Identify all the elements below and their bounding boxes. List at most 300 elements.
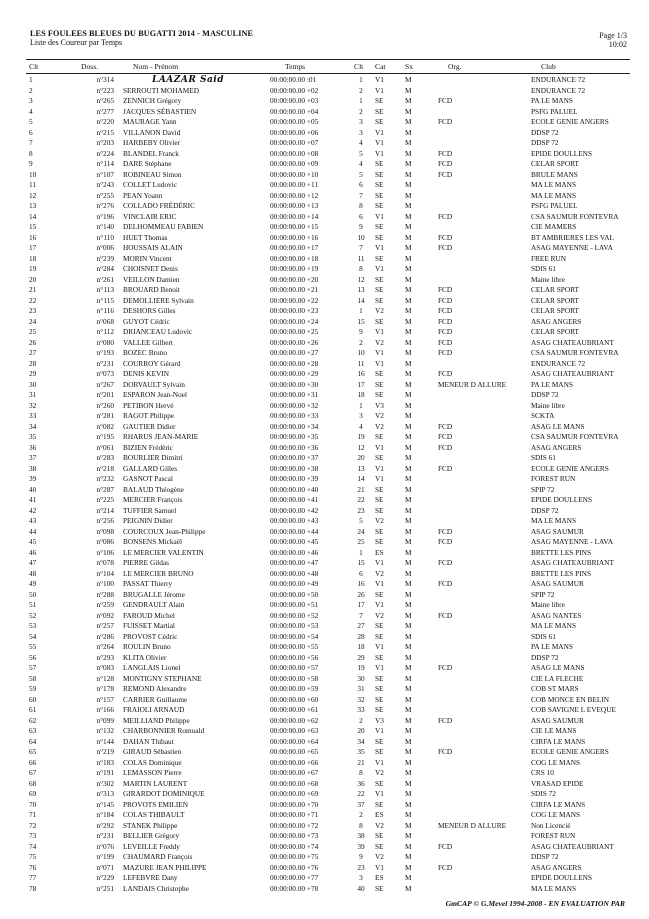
cat-cell: ES (375, 873, 384, 882)
time-cell: 00:00:00.00 +30 (270, 379, 319, 389)
bib-cell: n°284 (96, 264, 114, 273)
page-info (599, 31, 627, 49)
club-cell: CELAR SPORT (531, 159, 580, 168)
name-cell: DELHOMMEAU FABIEN (123, 222, 204, 231)
name-cell: PETIBON Hervé (123, 400, 174, 410)
table-row (0, 138, 649, 149)
name-cell: MARTIN LAURENT (123, 778, 188, 788)
org-cell: FCD (438, 558, 453, 567)
cat-rank-cell: 6 (359, 568, 363, 578)
cat-cell: V2 (375, 337, 384, 347)
org-cell: FCD (438, 337, 453, 347)
bib-cell: n°313 (96, 789, 114, 798)
table-row (0, 873, 649, 884)
name-cell: PASSAT Thierry (123, 579, 173, 588)
cat-rank-cell: 36 (357, 778, 365, 788)
name-cell: CARRIER Guillaume (123, 694, 188, 704)
sex-cell: M (405, 379, 412, 389)
club-cell: CELAR SPORT (531, 285, 580, 294)
name-cell: COLAS Dominique (123, 757, 182, 767)
rank-cell: 4 (29, 106, 33, 116)
bib-cell: n°224 (96, 148, 114, 158)
org-cell: FCD (438, 348, 453, 357)
club-cell: CSA SAUMUR FONTEVRA (531, 432, 619, 441)
bib-cell: n°283 (96, 453, 114, 462)
bib-cell: n°145 (96, 799, 114, 809)
rank-cell: 50 (29, 589, 37, 599)
bib-cell: n°231 (96, 358, 114, 368)
time-cell: 00:00:00.00 +21 (270, 285, 319, 294)
name-cell: CHARBONNIER Romuald (123, 726, 205, 735)
name-cell: GUYOT Cédric (123, 316, 170, 326)
table-row (0, 506, 649, 517)
cat-rank-cell: 11 (357, 358, 365, 368)
cat-rank-cell: 31 (357, 684, 365, 693)
sex-cell: M (405, 831, 412, 840)
club-cell: ASAG NANTES (531, 610, 582, 620)
name-cell: COLLADO FRÉDÉRIC (123, 201, 195, 210)
table-row (0, 401, 649, 412)
time-cell: 00:00:00.00 +61 (270, 705, 319, 714)
org-cell: FCD (438, 159, 453, 168)
cat-cell: SE (375, 253, 384, 263)
club-cell: ECOLE GENIE ANGERS (531, 747, 609, 756)
name-cell: MAURAGE Yann (123, 117, 177, 126)
org-cell: FCD (438, 610, 453, 620)
sex-cell: M (405, 463, 412, 473)
cat-cell: SE (375, 537, 384, 546)
table-row (0, 789, 649, 800)
time-cell: 00:00:00.00 +40 (270, 484, 319, 494)
table-row (0, 180, 649, 191)
club-cell: DDSP 72 (531, 127, 559, 137)
time-cell: 00:00:00.00 +47 (270, 558, 319, 567)
rank-cell: 47 (29, 558, 37, 567)
name-cell: PROVOST Cédric (123, 631, 178, 641)
time-cell: 00:00:00.00 +12 (270, 190, 319, 200)
cat-cell: V2 (375, 421, 384, 431)
sex-cell: M (405, 883, 412, 893)
sex-cell: M (405, 768, 412, 777)
time-cell: 00:00:00.00 +34 (270, 421, 319, 431)
cat-cell: V1 (375, 75, 384, 84)
bib-cell: n°068 (96, 316, 114, 326)
results-table (0, 75, 649, 894)
club-cell: COB ST MARS (531, 684, 579, 693)
cat-rank-cell: 8 (359, 264, 363, 273)
name-cell: LE MERCIER VALENTIN (123, 547, 204, 557)
org-cell: FCD (438, 243, 453, 252)
cat-rank-cell: 9 (359, 852, 363, 861)
table-row (0, 569, 649, 580)
table-row (0, 212, 649, 223)
org-cell: MENEUR D ALLURE (438, 820, 507, 830)
rank-cell: 34 (29, 421, 37, 431)
name-cell: BALAUD Théogène (123, 484, 184, 494)
cat-cell: SE (375, 747, 384, 756)
table-row (0, 390, 649, 401)
club-cell: EPIDE DOULLENS (531, 495, 593, 504)
rank-cell: 75 (29, 852, 37, 861)
table-row (0, 443, 649, 454)
sex-cell: M (405, 232, 412, 242)
time-cell: 00:00:00.00 +76 (270, 862, 319, 872)
bib-cell: n°261 (96, 274, 114, 284)
club-cell: SDIS 61 (531, 631, 556, 641)
bib-cell: n°078 (96, 558, 114, 567)
bib-cell: n°201 (96, 390, 114, 399)
cat-rank-cell: 2 (359, 810, 363, 819)
name-cell: GIRARDOT DOMINIQUE (123, 789, 205, 798)
cat-rank-cell: 4 (359, 421, 363, 431)
table-row (0, 737, 649, 748)
sex-cell: M (405, 642, 412, 651)
sex-cell: M (405, 789, 412, 798)
table-row (0, 285, 649, 296)
sex-cell: M (405, 568, 412, 578)
club-cell: BRETTE LES PINS (531, 568, 591, 578)
club-cell: DDSP 72 (531, 138, 559, 147)
club-cell: BRETTE LES PINS (531, 547, 591, 557)
sex-cell: M (405, 180, 412, 189)
cat-cell: SE (375, 190, 384, 200)
time-cell: 00:00:00.00 +58 (270, 673, 319, 683)
rank-cell: 38 (29, 463, 37, 473)
time-cell: 00:00:00.00 +09 (270, 159, 319, 168)
cat-rank-cell: 6 (359, 211, 363, 221)
cat-cell: SE (375, 705, 384, 714)
sex-cell: M (405, 274, 412, 284)
table-row (0, 485, 649, 496)
bib-cell: n°257 (96, 621, 114, 630)
club-cell: CSA SAUMUR FONTEVRA (531, 348, 619, 357)
rank-cell: 74 (29, 841, 37, 851)
club-cell: DDSP 72 (531, 652, 559, 662)
sex-cell: M (405, 558, 412, 567)
cat-rank-cell: 2 (359, 715, 363, 725)
cat-cell: V2 (375, 306, 384, 315)
club-cell: ASAG MAYENNE - LAVA (531, 537, 613, 546)
name-cell: RAGOT Philippe (123, 411, 175, 420)
rank-cell: 18 (29, 253, 37, 263)
club-cell: CIE LE MANS (531, 726, 577, 735)
rank-cell: 45 (29, 537, 37, 546)
bib-cell: n°287 (96, 484, 114, 494)
name-cell: GAUTIER Didier (123, 421, 176, 431)
cat-rank-cell: 22 (357, 495, 365, 504)
rank-cell: 73 (29, 831, 37, 840)
time-cell: 00:00:00.00 +15 (270, 222, 319, 231)
col-name-header: Nom - Prénom (133, 62, 179, 71)
bib-cell: n°166 (96, 705, 114, 714)
table-row (0, 348, 649, 359)
cat-cell: V1 (375, 463, 384, 473)
time-cell: 00:00:00.00 +71 (270, 810, 319, 819)
bib-cell: n°218 (96, 463, 114, 473)
time-cell: 00:00:00.00 +27 (270, 348, 319, 357)
bib-cell: n°195 (96, 432, 114, 441)
org-cell: FCD (438, 432, 453, 441)
cat-cell: SE (375, 883, 384, 893)
time-cell: 00:00:00.00 +60 (270, 694, 319, 704)
bib-cell: n°082 (96, 421, 114, 431)
name-cell: ESPARON Jean-Noel (123, 390, 187, 399)
org-cell: FCD (438, 96, 453, 105)
club-cell: VRASAD EPIDE (531, 778, 584, 788)
org-cell: FCD (438, 306, 453, 315)
table-row (0, 380, 649, 391)
table-row (0, 107, 649, 118)
bib-cell: n°292 (96, 820, 114, 830)
bib-cell: n°114 (96, 159, 114, 168)
cat-cell: V1 (375, 726, 384, 735)
cat-rank-cell: 1 (359, 75, 363, 84)
col-org-header: Org. (448, 62, 462, 71)
org-cell: FCD (438, 862, 453, 872)
bib-cell: n°104 (96, 568, 114, 578)
org-cell: FCD (438, 841, 453, 851)
cat-cell: SE (375, 117, 384, 126)
bib-cell: n°255 (96, 190, 114, 200)
sex-cell: M (405, 222, 412, 231)
time-cell: 00:00:00.00 +39 (270, 474, 319, 483)
table-row (0, 716, 649, 727)
club-cell: ECOLE GENIE ANGERS (531, 117, 609, 126)
cat-rank-cell: 4 (359, 159, 363, 168)
cat-rank-cell: 16 (357, 369, 365, 378)
bib-cell: n°092 (96, 610, 114, 620)
name-cell: VEILLON Damien (123, 274, 180, 284)
column-header-row (0, 60, 649, 72)
table-row (0, 338, 649, 349)
name-cell: GALLARD Gilles (123, 463, 178, 473)
rank-cell: 69 (29, 789, 37, 798)
sex-cell: M (405, 579, 412, 588)
col-cat-header: Cat (375, 62, 386, 71)
name-cell: MAZURE JEAN PHILIPPE (123, 862, 207, 872)
time-cell: 00:00:00.00 +66 (270, 757, 319, 767)
bib-cell: n°260 (96, 400, 114, 410)
club-cell: PSFG PALUEL (531, 106, 578, 116)
club-cell: ENDURANCE 72 (531, 75, 586, 84)
cat-rank-cell: 9 (359, 327, 363, 336)
cat-rank-cell: 2 (359, 106, 363, 116)
time-cell: 00:00:00.00 +32 (270, 400, 319, 410)
cat-rank-cell: 20 (357, 726, 365, 735)
club-cell: SPIP 72 (531, 589, 555, 599)
bib-cell: n°293 (96, 652, 114, 662)
cat-cell: V1 (375, 862, 384, 872)
cat-cell: V2 (375, 820, 384, 830)
cat-rank-cell: 21 (357, 484, 365, 494)
cat-rank-cell: 13 (357, 285, 365, 294)
name-cell: SERROUTI MOHAMED (123, 85, 200, 95)
bib-cell: n°086 (96, 537, 114, 546)
club-cell: CIE LA FLECHE (531, 673, 584, 683)
rank-cell: 13 (29, 201, 37, 210)
name-cell: DEMOLLIERE Sylvain (123, 295, 194, 305)
sex-cell: M (405, 778, 412, 788)
sex-cell: M (405, 190, 412, 200)
document-title: LES FOULEES BLEUES DU BUGATTI 2014 - MASCULINE (30, 29, 254, 38)
cat-rank-cell: 3 (359, 873, 363, 882)
bib-cell: n°264 (96, 642, 114, 651)
cat-cell: V1 (375, 600, 384, 609)
time-cell: 00:00:00.00 +17 (270, 243, 319, 252)
sex-cell: M (405, 432, 412, 441)
rank-cell: 28 (29, 358, 37, 368)
col-club-header: Club (541, 62, 556, 71)
sex-cell: M (405, 169, 412, 179)
cat-cell: V1 (375, 127, 384, 137)
name-cell: DORVAULT Sylvain (123, 379, 185, 389)
table-row (0, 159, 649, 170)
cat-rank-cell: 25 (357, 537, 365, 546)
rank-cell: 56 (29, 652, 37, 662)
rank-cell: 26 (29, 337, 37, 347)
bib-cell: n°144 (96, 736, 114, 746)
time-cell: 00:00:00.00 +49 (270, 579, 319, 588)
sex-cell: M (405, 306, 412, 315)
table-row (0, 233, 649, 244)
rank-cell: 10 (29, 169, 37, 179)
cat-cell: SE (375, 621, 384, 630)
rank-cell: 8 (29, 148, 33, 158)
name-cell: COLAS THIBAULT (123, 810, 185, 819)
document-subtitle: Liste des Coureur par Temps (30, 38, 123, 47)
cat-cell: SE (375, 694, 384, 704)
name-cell: CHOISNET Denis (123, 264, 178, 273)
org-cell: FCD (438, 421, 453, 431)
cat-rank-cell: 5 (359, 516, 363, 525)
cat-rank-cell: 2 (359, 337, 363, 347)
table-row (0, 222, 649, 233)
cat-cell: SE (375, 652, 384, 662)
table-row (0, 243, 649, 254)
rank-cell: 7 (29, 138, 33, 147)
name-cell: MONTIGNY STEPHANE (123, 673, 202, 683)
club-cell: CIE MAMERS (531, 222, 577, 231)
rank-cell: 19 (29, 264, 37, 273)
time-cell: 00:00:00.00 +63 (270, 726, 319, 735)
bib-cell: n°113 (96, 285, 114, 294)
club-cell: COB MONCE EN BELIN (531, 694, 610, 704)
rank-cell: 71 (29, 810, 37, 819)
sex-cell: M (405, 243, 412, 252)
org-cell: FCD (438, 369, 453, 378)
sex-cell: M (405, 610, 412, 620)
time-cell: 00:00:00.00 +24 (270, 316, 319, 326)
rank-cell: 24 (29, 316, 37, 326)
bib-cell: n°006 (96, 243, 114, 252)
club-cell: SCKTA (531, 411, 555, 420)
cat-cell: SE (375, 106, 384, 116)
time-cell: 00:00:00.00 +75 (270, 852, 319, 861)
cat-rank-cell: 1 (359, 306, 363, 315)
cat-rank-cell: 17 (357, 600, 365, 609)
name-cell: PIERRE Gildas (123, 558, 170, 567)
sex-cell: M (405, 369, 412, 378)
table-row (0, 117, 649, 128)
rank-cell: 32 (29, 400, 37, 410)
cat-rank-cell: 16 (357, 579, 365, 588)
bib-cell: n°220 (96, 117, 114, 126)
name-cell: VILLANON David (123, 127, 181, 137)
table-row (0, 674, 649, 685)
sex-cell: M (405, 411, 412, 420)
org-cell: FCD (438, 285, 453, 294)
cat-rank-cell: 37 (357, 799, 365, 809)
bib-cell: n°184 (96, 810, 114, 819)
name-cell: LANGLAIS Lionel (123, 663, 181, 672)
club-cell: ASAG CHATEAUBRIANT (531, 369, 614, 378)
bib-cell: n°106 (96, 547, 114, 557)
rank-cell: 48 (29, 568, 37, 578)
rank-cell: 77 (29, 873, 37, 882)
time-cell: 00:00:00.00 +46 (270, 547, 319, 557)
time-cell: 00:00:00.00 +70 (270, 799, 319, 809)
club-cell: ASAG CHATEAUBRIANT (531, 337, 614, 347)
club-cell: SDIS 61 (531, 264, 556, 273)
bib-cell: n°193 (96, 348, 114, 357)
cat-rank-cell: 21 (357, 757, 365, 767)
sex-cell: M (405, 85, 412, 95)
rank-cell: 41 (29, 495, 37, 504)
club-cell: EPIDE DOULLENS (531, 148, 593, 158)
bib-cell: n°107 (96, 169, 114, 179)
rank-cell: 42 (29, 505, 37, 515)
time-cell: 00:00:00.00 +72 (270, 820, 319, 830)
table-row (0, 810, 649, 821)
sex-cell: M (405, 138, 412, 147)
sex-cell: M (405, 631, 412, 641)
time-cell: 00:00:00.00 :01 (270, 75, 317, 84)
time-cell: 00:00:00.00 +07 (270, 138, 319, 147)
sex-cell: M (405, 117, 412, 126)
col-sex-header: Sx (405, 62, 414, 71)
time-cell: 00:00:00.00 +57 (270, 663, 319, 672)
cat-cell: SE (375, 285, 384, 294)
club-cell: ENDURANCE 72 (531, 358, 586, 368)
cat-rank-cell: 7 (359, 243, 363, 252)
table-row (0, 275, 649, 286)
cat-rank-cell: 3 (359, 127, 363, 137)
time-cell: 00:00:00.00 +26 (270, 337, 319, 347)
rank-cell: 72 (29, 820, 37, 830)
time-cell: 00:00:00.00 +20 (270, 274, 319, 284)
time-cell: 00:00:00.00 +29 (270, 369, 319, 378)
time-cell: 00:00:00.00 +11 (270, 180, 319, 189)
name-cell: REMOND Alexandre (123, 684, 187, 693)
cat-rank-cell: 40 (357, 883, 365, 893)
handwritten-name: LAAZAR Said (152, 75, 225, 85)
cat-rank-cell: 15 (357, 558, 365, 567)
time-cell: 00:00:00.00 +48 (270, 568, 319, 578)
time-cell: 00:00:00.00 +38 (270, 463, 319, 473)
org-cell: FCD (438, 232, 453, 242)
name-cell: BIZIEN Frédéric (123, 442, 174, 452)
name-cell: FUISSET Martial (123, 621, 175, 630)
cat-rank-cell: 10 (357, 348, 365, 357)
rank-cell: 61 (29, 705, 37, 714)
cat-cell: V1 (375, 789, 384, 798)
table-row (0, 296, 649, 307)
name-cell: LE MERCIER BRUNO (123, 568, 194, 578)
cat-cell: SE (375, 799, 384, 809)
name-cell: DARE Stéphane (123, 159, 172, 168)
cat-rank-cell: 28 (357, 631, 365, 641)
cat-rank-cell: 2 (359, 85, 363, 95)
